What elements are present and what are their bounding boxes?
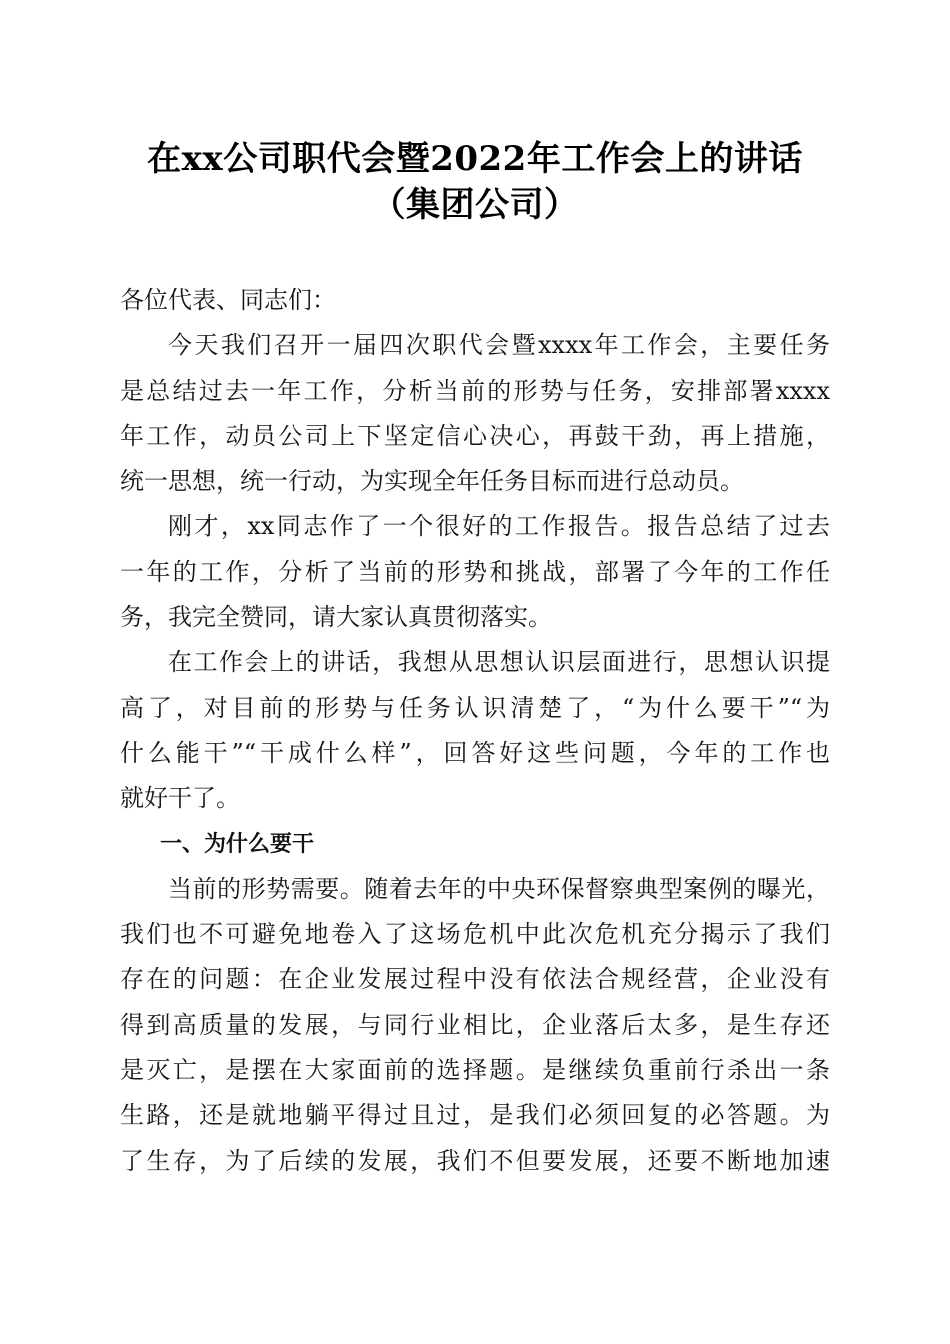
paragraph-3-line-1: 在工作会上的讲话，我想从思想认识层面进行，思想认识提 xyxy=(168,648,830,677)
paragraph-3-line-2: 高了，对目前的形势与任务认识清楚了，“为什么要干”“为 xyxy=(120,693,830,722)
paragraph-3-line-3: 什么能干”“干成什么样”，回答好这些问题，今年的工作也 xyxy=(120,738,830,767)
paragraph-4-line-7: 了生存，为了后续的发展，我们不但要发展，还要不断地加速 xyxy=(120,1146,830,1175)
paragraph-4-line-1: 当前的形势需要。随着去年的中央环保督察典型案例的曝光， xyxy=(168,874,830,903)
paragraph-1-line-2: 是总结过去一年工作，分析当前的形势与任务，安排部署xxxx xyxy=(120,376,830,405)
title-line-main: 在xx公司职代会暨2022年工作会上的讲话 xyxy=(147,139,803,179)
paragraph-1-line-3: 年工作，动员公司上下坚定信心决心，再鼓干劲，再上措施， xyxy=(120,421,830,450)
document-body xyxy=(120,278,830,1184)
title-line-subtitle: （集团公司） xyxy=(371,185,579,225)
paragraph-4-line-2: 我们也不可避免地卷入了这场危机中此次危机充分揭示了我们 xyxy=(120,920,830,949)
paragraph-4-line-4: 得到高质量的发展，与同行业相比，企业落后太多，是生存还 xyxy=(120,1010,830,1039)
paragraph-4-line-5: 是灭亡，是摆在大家面前的选择题。是继续负重前行杀出一条 xyxy=(120,1056,830,1085)
paragraph-4-line-6: 生路，还是就地躺平得过且过，是我们必须回复的必答题。为 xyxy=(120,1101,830,1130)
paragraph-2-line-2: 一年的工作，分析了当前的形势和挑战，部署了今年的工作任 xyxy=(120,557,830,586)
document-title xyxy=(0,136,950,228)
salutation: 各位代表、同志们： xyxy=(120,286,336,314)
paragraph-2-line-1: 刚才，xx同志作了一个很好的工作报告。报告总结了过去 xyxy=(168,512,830,541)
paragraph-4-line-3: 存在的问题：在企业发展过程中没有依法合规经营，企业没有 xyxy=(120,965,830,994)
section-heading-1: 一、为什么要干 xyxy=(160,831,315,857)
paragraph-1-line-4: 统一思想，统一行动，为实现全年任务目标而进行总动员。 xyxy=(120,467,744,496)
paragraph-3-line-4: 就好干了。 xyxy=(120,784,240,813)
paragraph-2-line-3: 务，我完全赞同，请大家认真贯彻落实。 xyxy=(120,603,552,632)
paragraph-1-line-1: 今天我们召开一届四次职代会暨xxxx年工作会，主要任务 xyxy=(168,331,830,360)
